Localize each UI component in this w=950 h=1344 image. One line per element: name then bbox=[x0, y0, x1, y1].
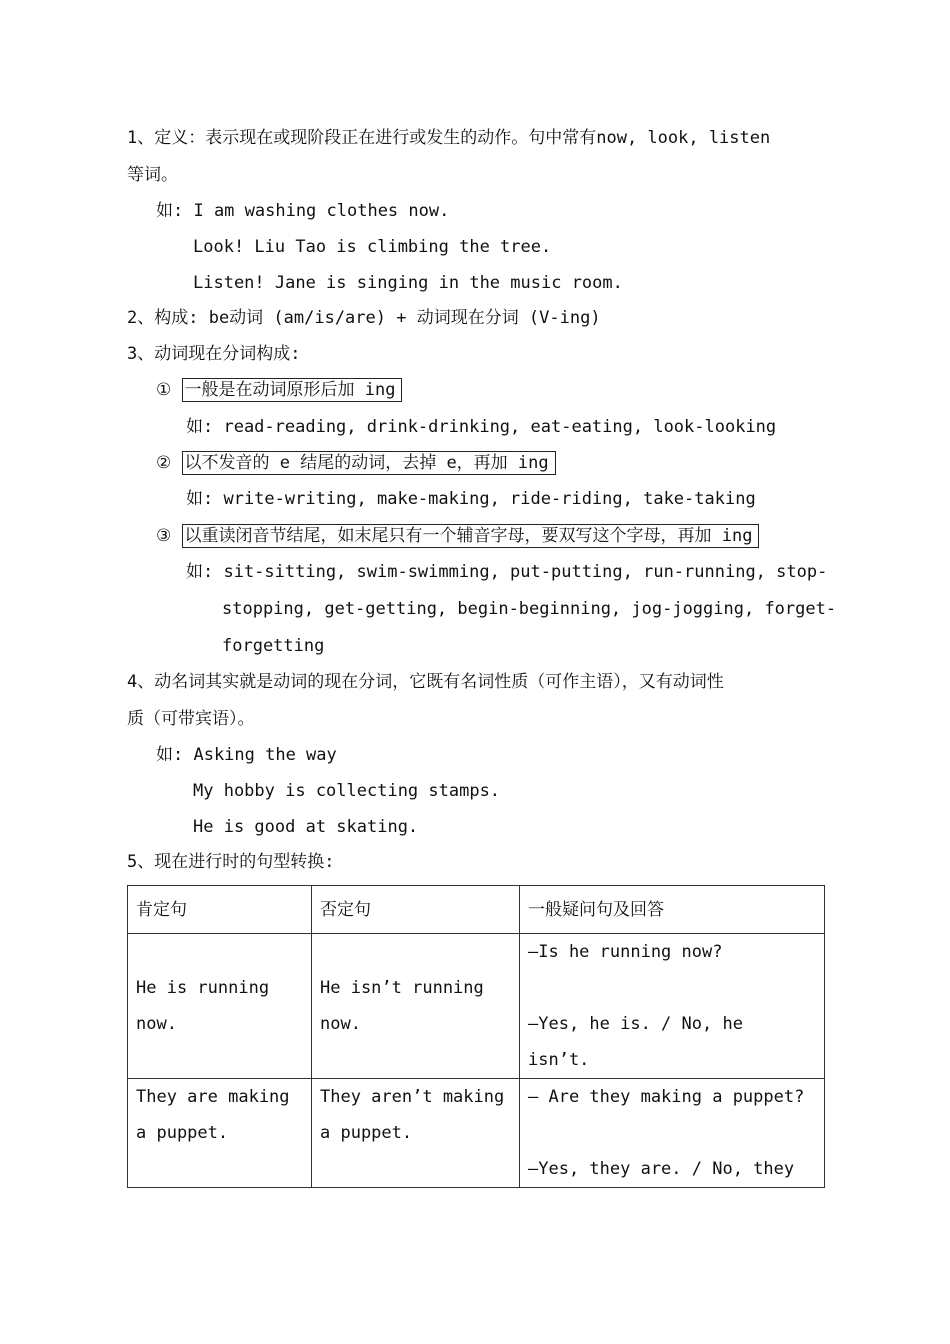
rule-2-boxed-text: 以不发音的 e 结尾的动词，去掉 e，再加 ing bbox=[182, 451, 556, 475]
conversion-heading: 5、现在进行时的句型转换: bbox=[127, 852, 335, 872]
sentence-conversion-table bbox=[127, 885, 825, 1188]
gerund-line-2: 质（可带宾语）。 bbox=[127, 709, 255, 729]
table-row bbox=[128, 934, 825, 1079]
example-sentence-1: 如: I am washing clothes now. bbox=[156, 201, 450, 221]
header-question: 一般疑问句及回答 bbox=[520, 886, 825, 934]
question-cell: — Are they making a puppet? —Yes, they are. / No, they bbox=[520, 1079, 825, 1188]
rule-3-examples-line-3: forgetting bbox=[222, 636, 325, 656]
rule-3-boxed-text: 以重读闭音节结尾，如末尾只有一个辅音字母，要双写这个字母，再加 ing bbox=[182, 524, 760, 548]
gerund-example-2: My hobby is collecting stamps. bbox=[193, 781, 501, 801]
definition-line-2: 等词。 bbox=[127, 165, 178, 185]
rule-number: ① bbox=[156, 380, 172, 400]
question-cell: —Is he running now? —Yes, he is. / No, he isn’t. bbox=[520, 934, 825, 1079]
rule-3-examples-line-1: 如: sit-sitting, swim-swimming, put-putting, run-running, stop- bbox=[186, 562, 828, 582]
rule-1-examples: 如: read-reading, drink-drinking, eat-eating, look-looking bbox=[186, 417, 777, 437]
negative-cell: They aren’t making a puppet. bbox=[312, 1079, 520, 1188]
header-affirmative: 肯定句 bbox=[128, 886, 312, 934]
rule-3-examples-line-2: stopping, get-getting, begin-beginning, jog-jogging, forget- bbox=[222, 599, 837, 619]
definition-line-1: 1、定义：表示现在或现阶段正在进行或发生的动作。句中常有now, look, listen bbox=[127, 128, 771, 148]
structure-line: 2、构成: be动词 (am/is/are) + 动词现在分词 (V-ing) bbox=[127, 308, 601, 328]
rule-2 bbox=[156, 445, 556, 481]
gerund-example-1: 如: Asking the way bbox=[156, 745, 337, 765]
table-header-row bbox=[128, 886, 825, 934]
rule-number: ② bbox=[156, 453, 172, 473]
header-negative: 否定句 bbox=[312, 886, 520, 934]
example-sentence-2: Look! Liu Tao is climbing the tree. bbox=[193, 237, 552, 257]
rule-3 bbox=[156, 518, 759, 554]
example-sentence-3: Listen! Jane is singing in the music room. bbox=[193, 273, 623, 293]
affirmative-cell: He is running now. bbox=[128, 934, 312, 1079]
affirmative-cell: They are making a puppet. bbox=[128, 1079, 312, 1188]
gerund-line-1: 4、动名词其实就是动词的现在分词，它既有名词性质（可作主语），又有动词性 bbox=[127, 672, 724, 692]
negative-cell: He isn’t running now. bbox=[312, 934, 520, 1079]
rule-2-examples: 如: write-writing, make-making, ride-riding, take-taking bbox=[186, 489, 756, 509]
gerund-example-3: He is good at skating. bbox=[193, 817, 419, 837]
table-row bbox=[128, 1079, 825, 1188]
participle-heading: 3、动词现在分词构成: bbox=[127, 344, 301, 364]
rule-1-boxed-text: 一般是在动词原形后加 ing bbox=[182, 378, 403, 402]
rule-number: ③ bbox=[156, 526, 172, 546]
rule-1 bbox=[156, 372, 402, 408]
